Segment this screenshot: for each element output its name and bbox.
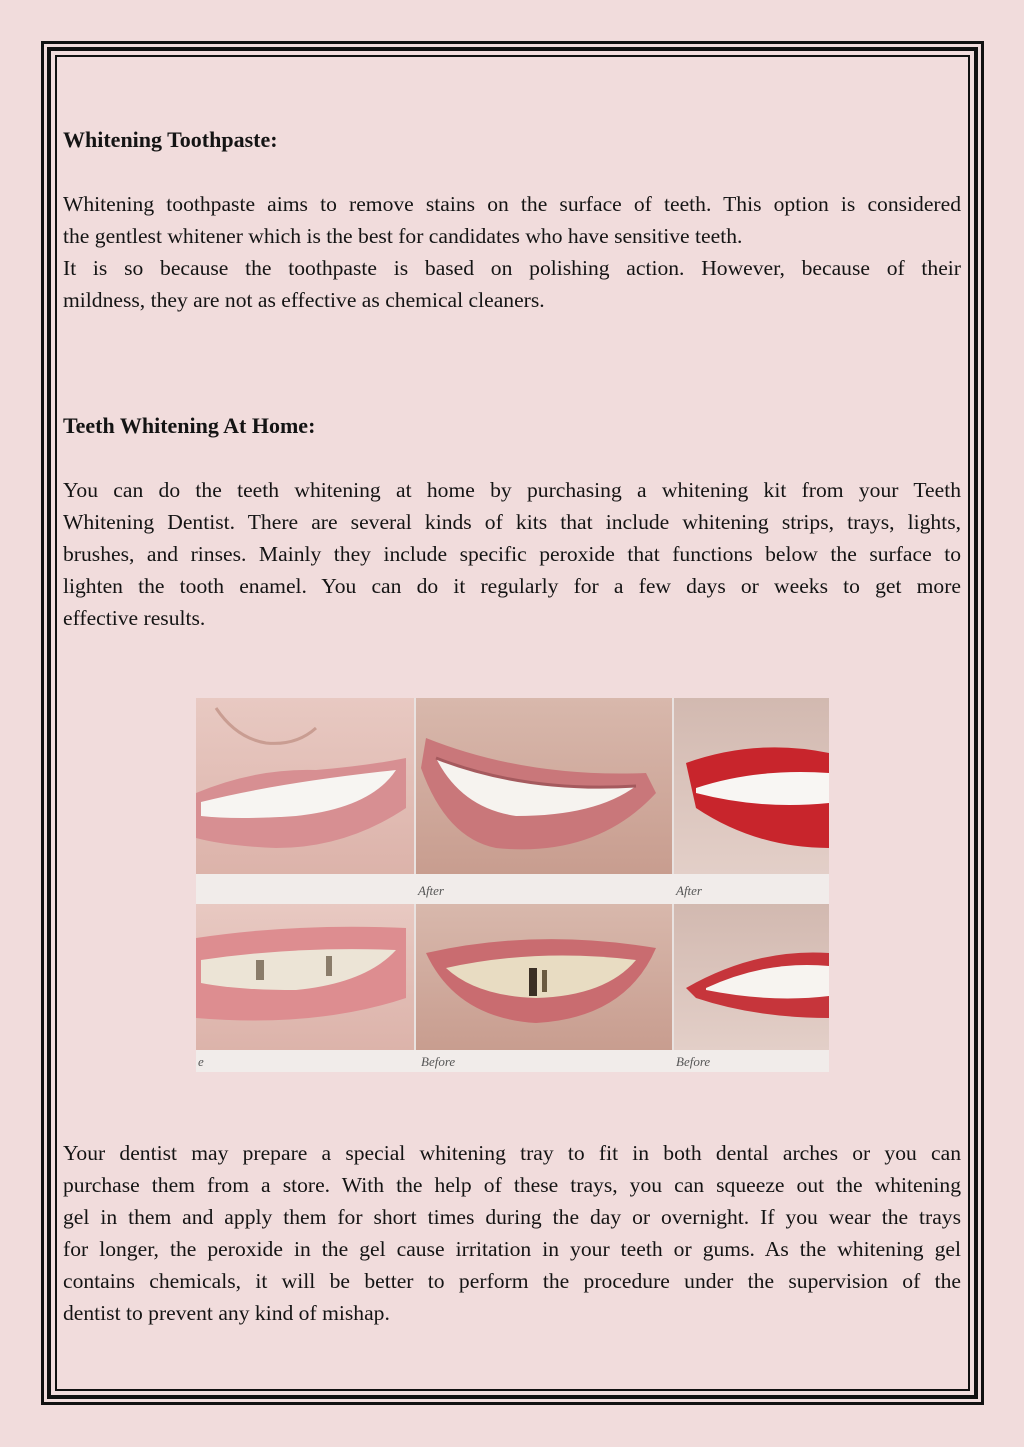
- text-line: purchase them from a store. With the help of these trays, you can squeeze out the whitening: [63, 1173, 961, 1197]
- text-line: the gentlest whitener which is the best for candidates who have sensitive teeth.: [63, 224, 743, 248]
- before-after-teeth-photo: [196, 698, 829, 1072]
- text-line: dentist to prevent any kind of mishap.: [63, 1301, 390, 1325]
- section-heading-teeth-whitening-at-home: Teeth Whitening At Home:: [63, 413, 316, 438]
- paragraph-whitening-tray: [63, 1137, 961, 1329]
- after-label: After: [676, 883, 702, 898]
- text-line: You can do the teeth whitening at home by purchasing a whitening kit from your Teeth: [63, 478, 961, 502]
- paragraph-toothpaste-polishing: [63, 252, 961, 316]
- before-label: Before: [676, 1054, 711, 1069]
- text-line: mildness, they are not as effective as chemical cleaners.: [63, 288, 545, 312]
- section-heading-whitening-toothpaste: Whitening Toothpaste:: [63, 127, 278, 152]
- text-line: for longer, the peroxide in the gel cause irritation in your teeth or gums. As the whitening gel: [63, 1237, 961, 1261]
- text-line: lighten the tooth enamel. You can do it regularly for a few days or weeks to get more: [63, 574, 961, 598]
- after-label: After: [418, 883, 444, 898]
- text-line: Your dentist may prepare a special whitening tray to fit in both dental arches or you can: [63, 1141, 961, 1165]
- text-line: effective results.: [63, 606, 206, 630]
- text-line: brushes, and rinses. Mainly they include specific peroxide that functions below the surface to: [63, 542, 961, 566]
- text-line: Whitening toothpaste aims to remove stains on the surface of teeth. This option is considered: [63, 192, 961, 216]
- text-line: contains chemicals, it will be better to perform the procedure under the supervision of the: [63, 1269, 961, 1293]
- text-line: It is so because the toothpaste is based on polishing action. However, because of their: [63, 256, 961, 280]
- paragraph-home-whitening: [63, 474, 961, 634]
- text-line: gel in them and apply them for short times during the day or overnight. If you wear the trays: [63, 1205, 961, 1229]
- before-label: Before: [421, 1054, 456, 1069]
- paragraph-toothpaste-intro: [63, 188, 961, 252]
- before-label: e: [198, 1054, 204, 1069]
- text-line: Whitening Dentist. There are several kinds of kits that include whitening strips, trays, lights,: [63, 510, 961, 534]
